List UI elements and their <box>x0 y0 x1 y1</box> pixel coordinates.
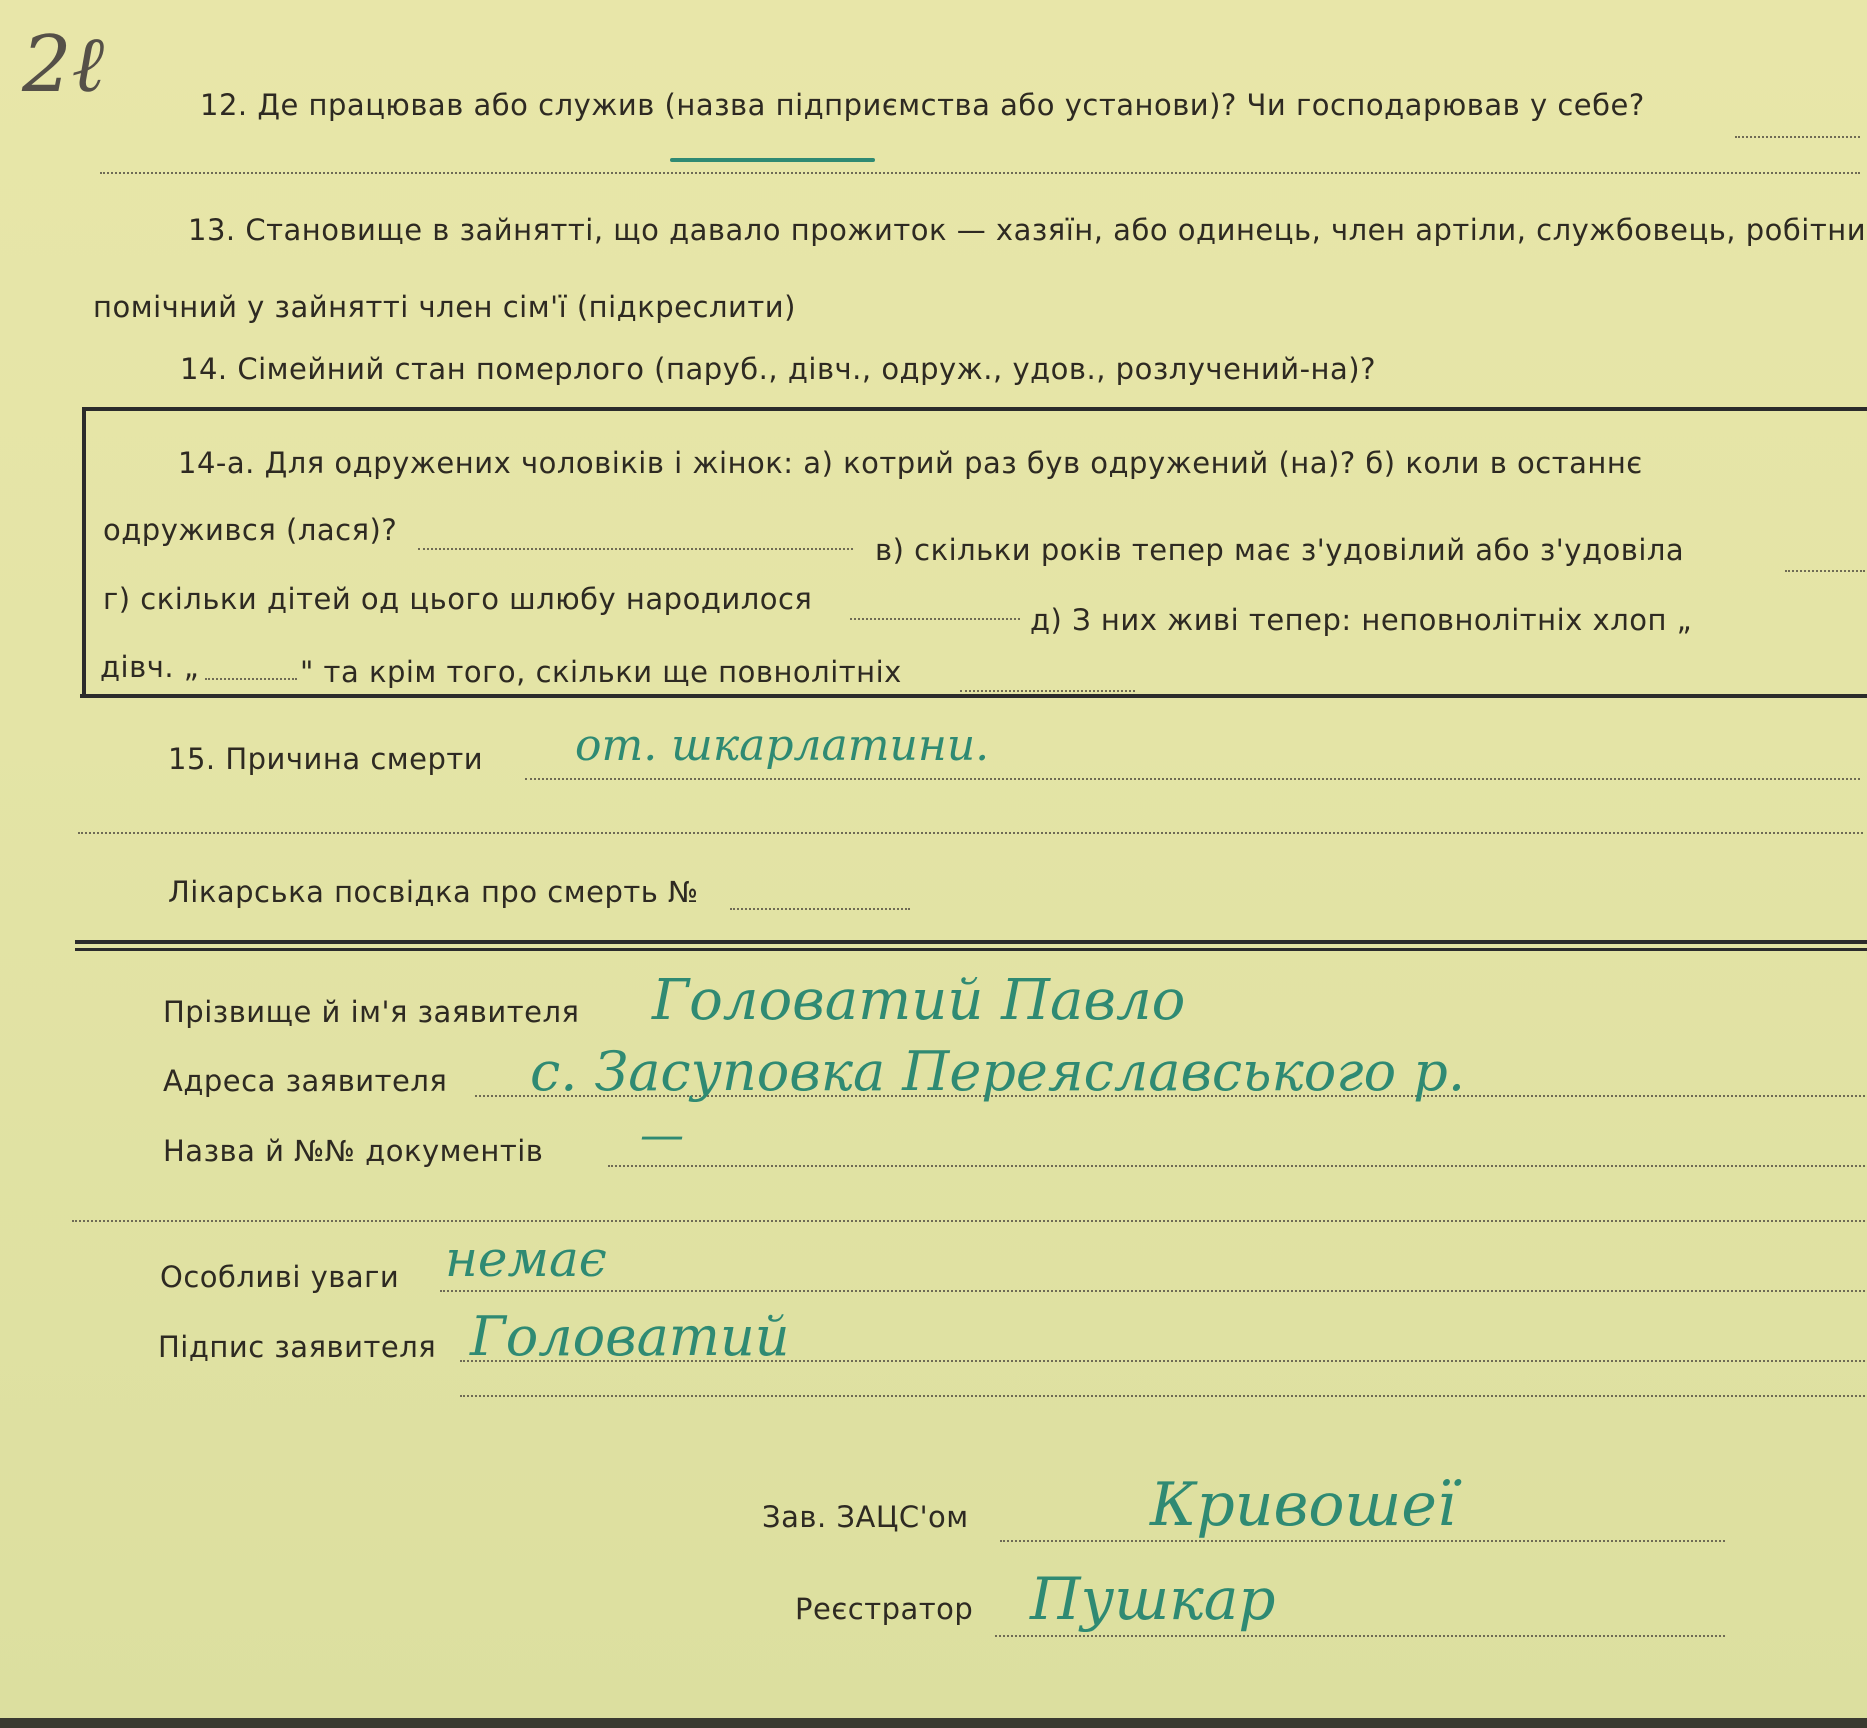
registrar-signature: Пушкар <box>1030 1565 1276 1633</box>
block-14a-bottom-rule <box>80 694 1867 698</box>
special-notes-line <box>440 1290 1865 1292</box>
documents-line-2 <box>72 1220 1865 1222</box>
question-14a-line3-label-d: д) З них живі тепер: неповнолітніх хлоп „ <box>1030 603 1693 637</box>
question-13-text-line2: помічний у зайнятті член сім'ї (підкреслити) <box>93 290 796 324</box>
applicant-name-value: Головатий Павло <box>652 968 1186 1033</box>
documents-line <box>608 1165 1865 1167</box>
applicant-signature-value: Головатий <box>470 1305 790 1368</box>
death-certificate-label: Лікарська посвідка про смерть № <box>168 875 699 909</box>
handwritten-underline <box>670 158 875 162</box>
applicant-address-label: Адреса заявителя <box>163 1064 448 1098</box>
registry-head-label: Зав. ЗАЦС'ом <box>762 1500 969 1534</box>
documents-value: — <box>640 1110 684 1161</box>
question-14a-line2-label-c: в) скільки років тепер має з'удовілий або з'удовіла <box>875 533 1685 567</box>
registrar-signature-line <box>995 1635 1725 1637</box>
children-born-answer-line <box>850 618 1020 620</box>
question-14a-line4-label-adults: " та крім того, скільки ще повнолітніх <box>300 655 902 689</box>
question-14a-line1: 14-а. Для одружених чоловіків і жінок: а) котрий раз був одружений (на)? б) коли в останнє <box>178 446 1643 480</box>
special-notes-label: Особливі уваги <box>160 1260 400 1294</box>
registry-head-signature-line <box>1000 1540 1725 1542</box>
widowed-years-answer-line <box>1785 570 1865 572</box>
registry-head-signature: Кривошеї <box>1150 1470 1457 1540</box>
archive-page-mark: 2ℓ <box>22 20 105 110</box>
block-14a-left-rule <box>82 407 86 696</box>
question-12-answer-line <box>1735 136 1860 138</box>
cause-of-death-line-2 <box>78 832 1863 834</box>
applicant-signature-line-2 <box>460 1395 1865 1397</box>
question-15-label: 15. Причина смерти <box>168 742 484 776</box>
question-12-answer-line-2 <box>100 172 1860 174</box>
applicant-signature-label: Підпис заявителя <box>158 1330 437 1364</box>
applicant-address-value: с. Засуповка Переяславського р. <box>530 1040 1465 1103</box>
question-12-text: 12. Де працював або служив (назва підприємства або установи)? Чи господарював у себе? <box>200 88 1645 122</box>
question-14a-line3-label-g: г) скільки дітей од цього шлюбу народилося <box>103 582 813 616</box>
section-divider-rule-2 <box>75 948 1867 951</box>
question-14a-line4-label-girls: дівч. „ <box>100 650 200 684</box>
cause-of-death-value: от. шкарлатини. <box>575 720 990 771</box>
question-13-text-line1: 13. Становище в зайнятті, що давало прожиток — хазяїн, або одинець, член артіли, службовець, робітни <box>188 213 1867 247</box>
death-certificate-number-line <box>730 908 910 910</box>
living-girls-answer-line <box>205 678 297 680</box>
question-14a-line2-label-b: одружився (лася)? <box>103 513 398 547</box>
adult-children-answer-line <box>960 690 1135 692</box>
section-divider-rule-1 <box>75 940 1867 944</box>
block-14a-top-rule <box>85 407 1867 411</box>
documents-label: Назва й №№ документів <box>163 1134 544 1168</box>
special-notes-value: немає <box>445 1230 607 1288</box>
married-when-answer-line <box>418 548 853 550</box>
question-14-text: 14. Сімейний стан померлого (паруб., дівч., одруж., удов., розлучений-на)? <box>180 352 1376 386</box>
bottom-binding-edge <box>0 1718 1867 1728</box>
registrar-label: Реєстратор <box>795 1592 974 1626</box>
applicant-name-label: Прізвище й ім'я заявителя <box>163 995 580 1029</box>
cause-of-death-line <box>525 778 1860 780</box>
